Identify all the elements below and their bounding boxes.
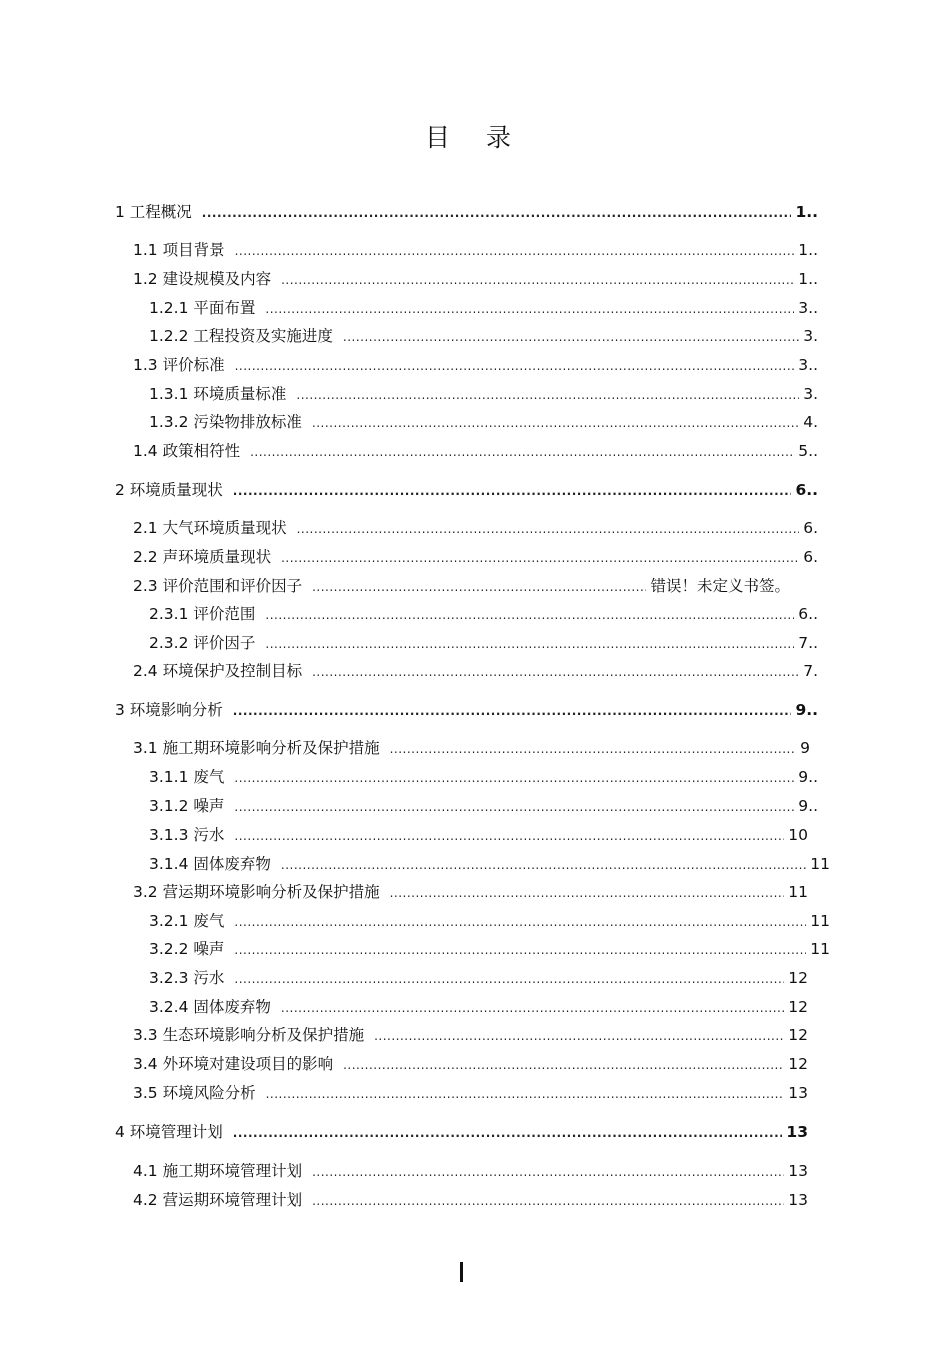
toc-entry-label: 2 环境质量现状 <box>115 481 223 499</box>
toc-entry-label: 1.2.1 平面布置 <box>149 299 256 317</box>
toc-entry[interactable] <box>115 1121 808 1143</box>
toc-entry[interactable] <box>133 575 790 597</box>
toc-entry[interactable] <box>149 967 808 989</box>
toc-leader-dots <box>312 661 799 683</box>
toc-entry-label: 3.1.3 污水 <box>149 826 225 844</box>
toc-leader-dots <box>234 796 794 818</box>
toc-leader-dots <box>281 997 784 1019</box>
toc-entry[interactable] <box>149 766 818 788</box>
toc-leader-dots <box>390 882 785 904</box>
toc-entry-page: 12 <box>788 969 808 987</box>
toc-entry-label: 3.1.2 噪声 <box>149 797 225 815</box>
toc-entry[interactable] <box>133 239 818 261</box>
toc-entry-page: 3.. <box>798 356 818 374</box>
toc-entry[interactable] <box>149 996 808 1018</box>
toc-entry-page: 7. <box>803 662 818 680</box>
toc-entry-label: 3.2.3 污水 <box>149 969 225 987</box>
toc-leader-dots <box>265 298 794 320</box>
toc-entry[interactable] <box>133 881 808 903</box>
toc-entry-page: 6.. <box>798 605 818 623</box>
toc-leader-dots <box>312 576 646 598</box>
toc-leader-dots <box>235 355 795 377</box>
toc-leader-dots <box>312 412 799 434</box>
toc-entry-page: 6. <box>803 548 818 566</box>
toc-entry-page: 3. <box>803 327 818 345</box>
toc-entry-page: 11 <box>810 855 830 873</box>
toc-entry[interactable] <box>133 660 818 682</box>
toc-entry-page: 9.. <box>795 701 818 719</box>
toc-entry-label: 1.3.1 环境质量标准 <box>149 385 287 403</box>
toc-entry-label: 2.1 大气环境质量现状 <box>133 519 287 537</box>
toc-entry-label: 3.2 营运期环境影响分析及保护措施 <box>133 883 380 901</box>
toc-entry-label: 3.2.4 固体废弃物 <box>149 998 271 1016</box>
toc-entry[interactable] <box>133 1160 808 1182</box>
toc-leader-dots <box>312 1161 784 1183</box>
toc-entry-page: 1.. <box>798 270 818 288</box>
toc-entry-page: 12 <box>788 1026 808 1044</box>
toc-leader-dots <box>202 202 792 224</box>
toc-entry[interactable] <box>149 938 830 960</box>
toc-entry-label: 1.3.2 污染物排放标准 <box>149 413 302 431</box>
toc-entry-label: 4.1 施工期环境管理计划 <box>133 1162 303 1180</box>
toc-entry-page: 13 <box>786 1123 808 1141</box>
toc-entry-label: 3.1 施工期环境影响分析及保护措施 <box>133 739 380 757</box>
toc-entry-page: 1.. <box>795 203 818 221</box>
toc-entry[interactable] <box>149 411 818 433</box>
toc-entry-label: 3.2.2 噪声 <box>149 940 225 958</box>
toc-entry[interactable] <box>133 268 818 290</box>
toc-leader-dots <box>265 604 794 626</box>
toc-entry-page: 错误！未定义书签。 <box>650 577 790 595</box>
toc-entry[interactable] <box>133 440 818 462</box>
toc-entry-label: 4 环境管理计划 <box>115 1123 223 1141</box>
toc-entry-page: 3.. <box>798 299 818 317</box>
toc-entry-page: 13 <box>788 1084 808 1102</box>
toc-leader-dots <box>234 911 806 933</box>
toc-entry-page: 11 <box>810 940 830 958</box>
toc-entry-label: 1.2.2 工程投资及实施进度 <box>149 327 333 345</box>
toc-leader-dots <box>250 441 794 463</box>
toc-entry-page: 10 <box>788 826 808 844</box>
toc-leader-dots <box>390 738 797 760</box>
toc-entry-label: 2.3.1 评价范围 <box>149 605 256 623</box>
toc-entry-label: 3 环境影响分析 <box>115 701 223 719</box>
toc-entry[interactable] <box>149 297 818 319</box>
toc-entry[interactable] <box>149 824 808 846</box>
toc-entry-label: 1.2 建设规模及内容 <box>133 270 272 288</box>
footer-page-number <box>460 1262 463 1282</box>
toc-entry-page: 13 <box>788 1191 808 1209</box>
toc-leader-dots <box>234 939 806 961</box>
toc-entry-label: 1.3 评价标准 <box>133 356 225 374</box>
toc-leader-dots <box>343 326 799 348</box>
toc-entry-label: 4.2 营运期环境管理计划 <box>133 1191 303 1209</box>
toc-leader-dots <box>233 480 792 502</box>
toc-leader-dots <box>265 633 794 655</box>
toc-entry[interactable] <box>133 517 818 539</box>
toc-entry-label: 3.1.1 废气 <box>149 768 225 786</box>
toc-leader-dots <box>234 968 784 990</box>
toc-entry[interactable] <box>149 325 818 347</box>
toc-entry[interactable] <box>133 1024 808 1046</box>
toc-entry-label: 2.4 环境保护及控制目标 <box>133 662 303 680</box>
toc-leader-dots <box>266 1083 785 1105</box>
toc-entry[interactable] <box>133 1053 808 1075</box>
toc-entry-page: 5.. <box>798 442 818 460</box>
toc-entry[interactable] <box>149 795 818 817</box>
toc-entry[interactable] <box>149 853 830 875</box>
toc-entry[interactable] <box>133 354 818 376</box>
toc-entry[interactable] <box>133 1189 808 1211</box>
toc-leader-dots <box>281 547 799 569</box>
toc-entry-page: 9 <box>800 739 810 757</box>
toc-entry-label: 1 工程概况 <box>115 203 192 221</box>
toc-entry-page: 4. <box>803 413 818 431</box>
toc-entry-label: 2.2 声环境质量现状 <box>133 548 272 566</box>
toc-leader-dots <box>233 700 792 722</box>
toc-entry[interactable] <box>115 201 818 223</box>
toc-entry-label: 3.5 环境风险分析 <box>133 1084 256 1102</box>
toc-entry-label: 2.3.2 评价因子 <box>149 634 256 652</box>
toc-entry[interactable] <box>133 546 818 568</box>
toc-entry-page: 6. <box>803 519 818 537</box>
toc-entry-label: 3.3 生态环境影响分析及保护措施 <box>133 1026 365 1044</box>
toc-entry-page: 13 <box>788 1162 808 1180</box>
toc-entry-label: 2.3 评价范围和评价因子 <box>133 577 303 595</box>
toc-entry-page: 11 <box>788 883 808 901</box>
page-title: 目 录 <box>425 123 525 152</box>
toc-entry-page: 1.. <box>798 241 818 259</box>
toc-entry-label: 3.4 外环境对建设项目的影响 <box>133 1055 334 1073</box>
toc-entry-page: 3. <box>803 385 818 403</box>
toc-leader-dots <box>233 1122 783 1144</box>
toc-entry[interactable] <box>115 479 818 501</box>
toc-entry[interactable] <box>149 603 818 625</box>
toc-leader-dots <box>297 518 800 540</box>
toc-entry-label: 1.4 政策相符性 <box>133 442 241 460</box>
toc-entry[interactable] <box>133 737 810 759</box>
toc-leader-dots <box>234 825 784 847</box>
toc-entry-label: 3.2.1 废气 <box>149 912 225 930</box>
toc-entry[interactable] <box>149 383 818 405</box>
toc-leader-dots <box>312 1190 784 1212</box>
toc-entry-page: 11 <box>810 912 830 930</box>
toc-leader-dots <box>343 1054 784 1076</box>
toc-entry-page: 7.. <box>798 634 818 652</box>
toc-leader-dots <box>235 240 795 262</box>
toc-leader-dots <box>281 854 806 876</box>
toc-leader-dots <box>374 1025 784 1047</box>
toc-entry[interactable] <box>133 1082 808 1104</box>
toc-entry[interactable] <box>149 632 818 654</box>
toc-entry-page: 6.. <box>795 481 818 499</box>
toc-leader-dots <box>234 767 794 789</box>
toc-entry-label: 1.1 项目背景 <box>133 241 225 259</box>
toc-leader-dots <box>281 269 794 291</box>
toc-entry-page: 12 <box>788 998 808 1016</box>
toc-entry-page: 9.. <box>798 797 818 815</box>
toc-entry[interactable] <box>115 699 818 721</box>
toc-leader-dots <box>296 384 799 406</box>
toc-entry-page: 9.. <box>798 768 818 786</box>
toc-entry[interactable] <box>149 910 830 932</box>
toc-entry-page: 12 <box>788 1055 808 1073</box>
toc-entry-label: 3.1.4 固体废弃物 <box>149 855 271 873</box>
